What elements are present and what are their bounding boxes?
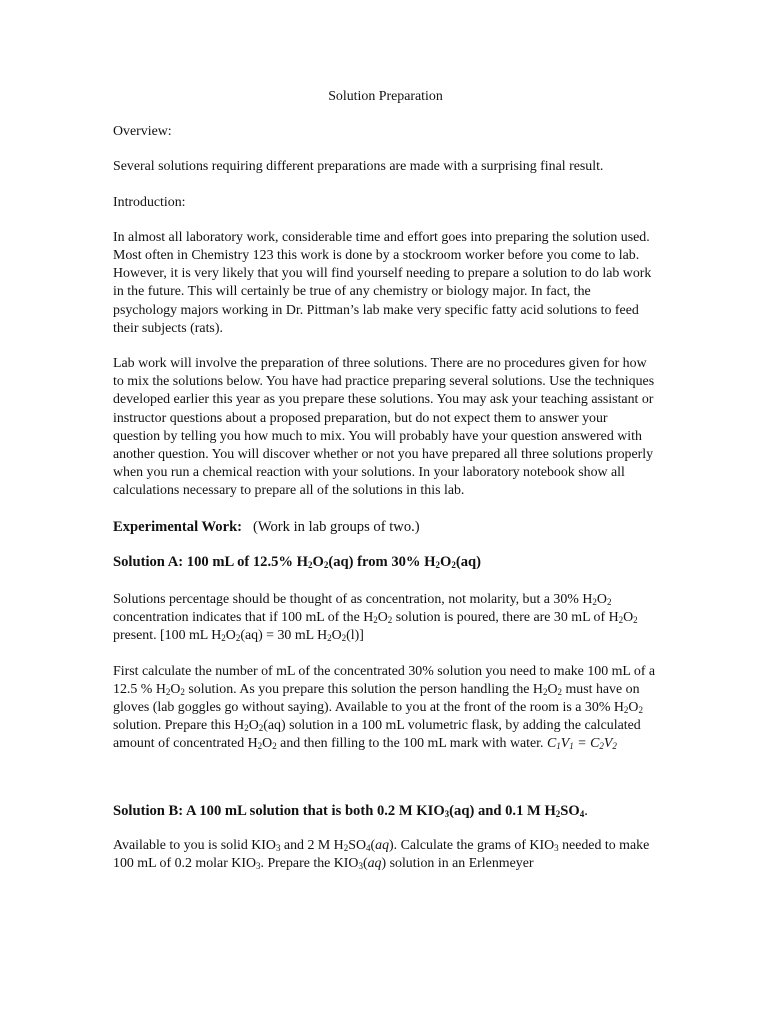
dilution-equation: $C_1V_1 = C_2V_2$	[546, 736, 617, 752]
solution-b-heading: Solution B: A 100 mL solution that is both 0.2 M $KIO_3(aq)$ and 0.1 M $H_2SO_4$.	[113, 802, 588, 819]
solution-a-heading	[113, 553, 658, 571]
introduction-paragraph-1: In almost all laboratory work, considerable time and effort goes into preparing the solution used. Most often in Chemistry 123 this work is done by a stockroom worker before you come to lab. However, it is very likely that you will find yourself needing to prepare a solution to do lab work in the future. This will certainly be true of any chemistry or biology major. In fact, the psychology majors working in Dr. Pittman’s lab make very specific fatty acid solutions to feed their subjects (rats).	[113, 229, 652, 336]
solution-a-heading-text: Solution A: 100 mL of 12.5% $H_2O_2(aq)$ from 30% $H_2O_2(aq)$	[113, 553, 482, 570]
experimental-work-label: Experimental Work:	[113, 518, 243, 535]
solution-b-heading-text: Solution B: A 100 mL solution that is both 0.2 M $KIO_3(aq)$ and 0.1 M $H_2SO_4$	[113, 802, 585, 819]
introduction-paragraph-2: Lab work will involve the preparation of three solutions. There are no procedures given for how to mix the solutions below. You have had practice preparing several solutions. Use the techniques developed earlier this year as you prepare these solutions. You may ask your teaching assistant or instructor questions about a proposed preparation, but do not expect them to answer your question by telling you how much to mix. You will probably have your question answered with another question. You will discover whether or not you have prepared all three solutions properly when you run a chemical reaction with your solutions. In your laboratory notebook show all calculations necessary to prepare all of the solutions in this lab.	[113, 356, 655, 499]
overview-heading: Overview:	[113, 124, 172, 140]
introduction-heading: Introduction:	[113, 194, 186, 210]
solution-a-paragraph-1: Solutions percentage should be thought of as concentration, not molarity, but a 30% $H_2O_2$ concentration indicates that if 100 mL of the $H_2O_2$ solution is poured, there are 30 mL of $H_2O_2$ present. [100 mL $H_2O_2(aq) = 30$ mL $H_2O_2(l)$]	[113, 592, 638, 644]
document-page	[113, 88, 658, 890]
document-title: Solution Preparation	[328, 89, 443, 104]
experimental-work-note: (Work in lab groups of two.)	[253, 518, 420, 535]
experimental-work-heading	[113, 518, 658, 536]
solution-a-paragraph-2: First calculate the number of mL of the concentrated 30% solution you need to make 100 mL of a 12.5 % $H_2O_2$ solution. As you prepare this solution the person handling the $H_2O_2$ must have on gloves (lab goggles go without saying). Available to you at the front of the room is a 30% $H_2O_2$ solution. Prepare this $H_2O_2(aq)$ solution in a 100 mL volumetric flask, by adding the calculated amount of concentrated $H_2O_2$ and then filling to the 100 mL mark with water. $C_1V_1 = C_2V_2$	[113, 663, 656, 752]
solution-b-paragraph-1: Available to you is solid $KIO_3$ and 2 M $H_2SO_4(aq)$. Calculate the grams of $KIO_3$ needed to make 100 mL of 0.2 molar $KIO_3$. Prepare the $KIO_3(aq)$ solution in an Erlenmeyer	[113, 837, 650, 872]
overview-text: Several solutions requiring different preparations are made with a surprising final result.	[113, 159, 604, 175]
